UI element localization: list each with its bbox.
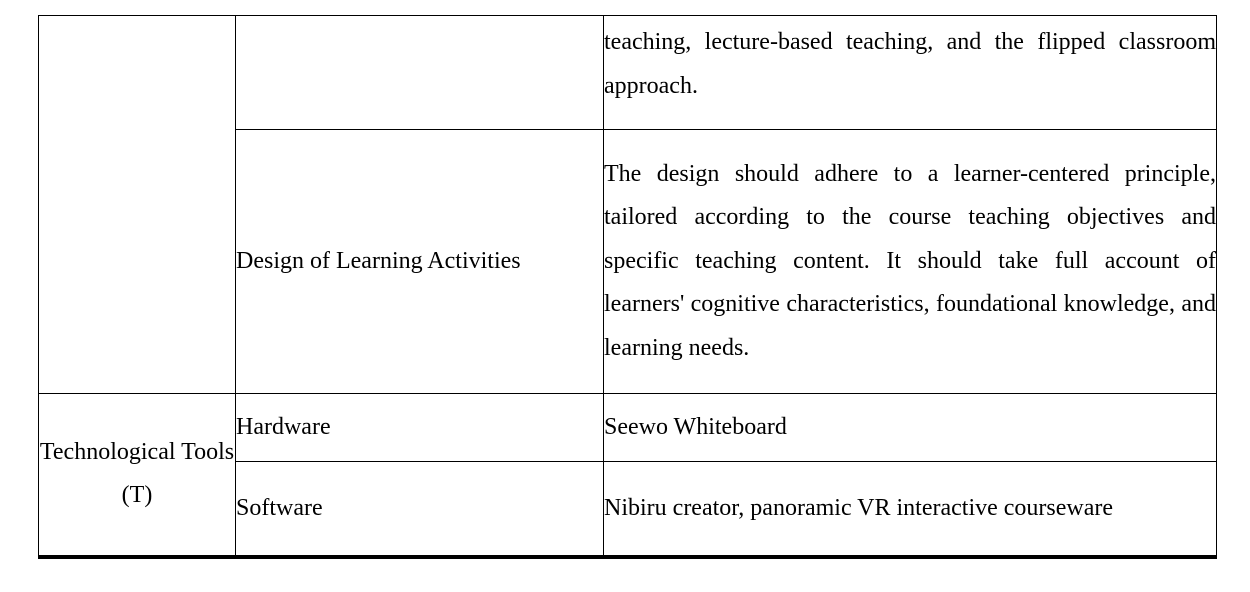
cell-subcategory-hardware: Hardware <box>236 394 604 462</box>
table-row <box>39 16 1217 130</box>
cell-description-software: Nibiru creator, panoramic VR interactive courseware <box>604 462 1217 557</box>
paper-table <box>38 15 1217 559</box>
cell-description-hardware: Seewo Whiteboard <box>604 394 1217 462</box>
cell-description-design-of-learning-activities: The design should adhere to a learner-centered principle, tailored according to the course teaching objectives and specific teaching content. It should take full account of learners' cognitive characteristics, foundational knowledge, and learning needs. <box>604 130 1217 394</box>
cell-subcategory-design-of-learning-activities: Design of Learning Activities <box>236 130 604 394</box>
cell-category-continued-empty <box>39 16 236 394</box>
cell-subcategory-software: Software <box>236 462 604 557</box>
table-row <box>39 394 1217 462</box>
cell-category-technological-tools: Technological Tools (T) <box>39 394 236 557</box>
cell-description-teaching-methods-continued: teaching, lecture-based teaching, and the flipped classroom approach. <box>604 16 1217 130</box>
cell-subcategory-continued-empty <box>236 16 604 130</box>
